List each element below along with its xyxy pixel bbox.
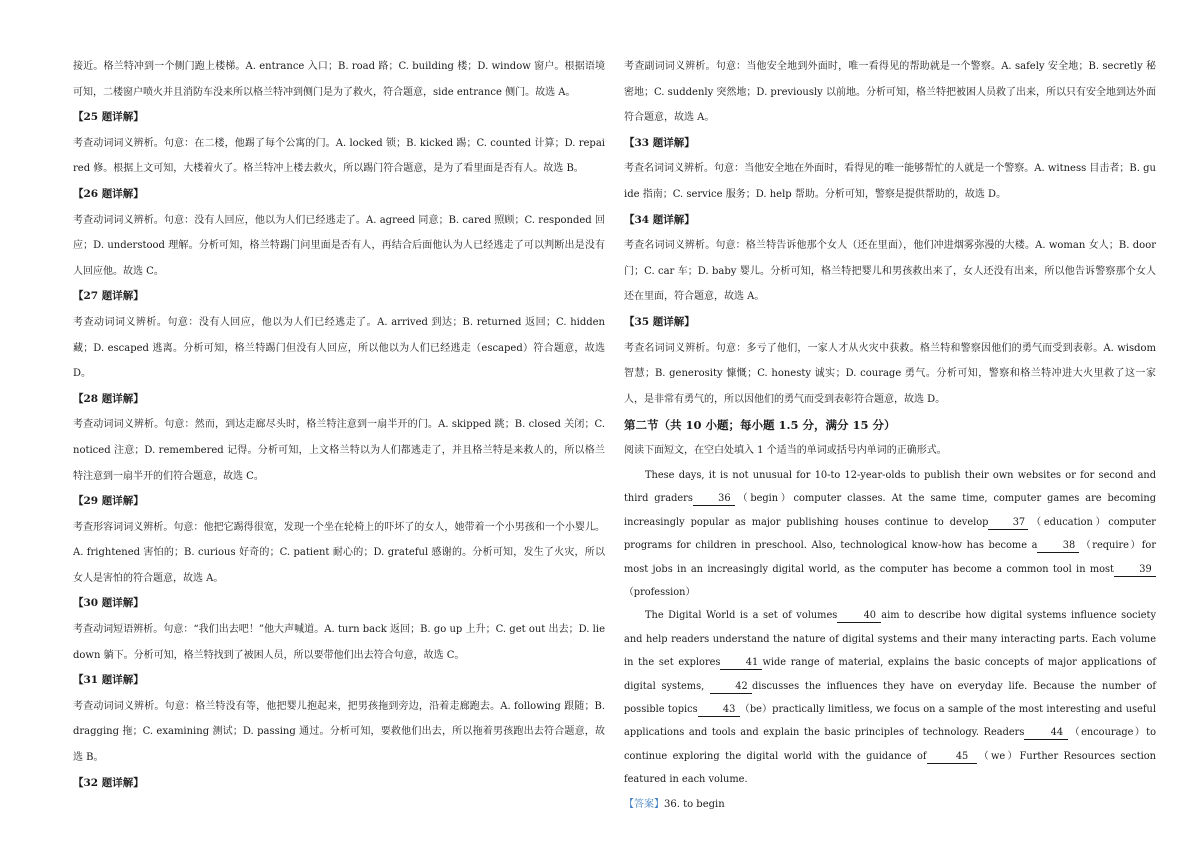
passage-paragraph-2: The Digital World is a set of volumes 40 aim to describe how digital systems influence society and help readers understand the nature of digital systems and their many interacting parts. Each volume in the set explores 41 wide range of material, explains the basic concepts of major applications of digital systems, 42 discusses the influences they have on everyday life. Because the number of possible topics 43 （be）practically limitless, we focus on a sample of the most interesting and useful applications and tools and explain the basic principles of technology. Readers 44 （encourage）to continue exploring the digital world with the guidance of 45 （we）Further Resources section featured in each volume. [624, 610, 1157, 786]
explanation-paragraph: 考查名词词义辨析。句意：格兰特告诉他那个女人（还在里面），他们冲进烟雾弥漫的大楼。A. woman 女人；B. door 门；C. car 车；D. baby 婴儿。分析可知，格兰特把婴儿和男孩救出来了，女人还没有出来，所以他告诉警察那个女人还在里面，符合题意，故选 A。 [624, 240, 1156, 303]
answer-tag: 【答案】 [624, 798, 664, 810]
explanation-paragraph: 考查动词词义辨析。句意：在二楼，他踢了每个公寓的门。A. locked 锁；B. kicked 踢；C. counted 计算；D. repaired 修。根据上文可知，大楼着火了。格兰特冲上楼去救火，所以踢门符合题意，是为了看里面是否有人。故选 B。 [73, 137, 605, 175]
blank-41[interactable]: 41 [720, 657, 762, 670]
question-heading: 【33 题详解】 [624, 136, 695, 149]
explanation-paragraph: 考查形容词词义辨析。句意：他把它踢得很宽，发现一个坐在轮椅上的吓坏了的女人，她带着一个小男孩和一个小婴儿。A. frightened 害怕的；B. curious 好奇的；C. patient 耐心的；D. grateful 感谢的。分析可知，发生了火灾，所以女人是害怕的符合题意，故选 A。 [73, 521, 605, 584]
explanation-paragraph: 考查动词词义辨析。句意：然而，到达走廊尽头时，格兰特注意到一扇半开的门。A. skipped 跳；B. closed 关闭；C. noticed 注意；D. remembered 记得。分析可知，上文格兰特以为人们都逃走了，并且格兰特是来救人的，所以格兰特注意到一扇半开的们符合题意，故选 C。 [73, 419, 605, 482]
question-heading: 【29 题详解】 [73, 495, 144, 508]
blank-44[interactable]: 44 [1024, 727, 1068, 740]
right-explanations [624, 54, 1156, 412]
explanation-paragraph: 考查动词词义辨析。句意：格兰特没有等，他把婴儿抱起来，把男孩拖到旁边，沿着走廊跑去。A. following 跟随；B. dragging 拖；C. examining 测试；D. passing 通过。分析可知，要救他们出去，所以拖着男孩跑出去符合题意，故选 B。 [73, 700, 605, 764]
answer-line [624, 792, 1156, 818]
blank-37[interactable]: 37 [988, 517, 1028, 530]
question-heading: 【25 题详解】 [73, 111, 144, 124]
explanation-paragraph: 接近。格兰特冲到一个侧门跑上楼梯。A. entrance 入口；B. road 路；C. building 楼；D. window 窗户。根据语境可知，二楼窗户喷火并且消防车没来所以格兰特冲到侧门是为了救火，符合题意，side entrance 侧门。故选 A。 [73, 61, 605, 98]
question-heading: 【35 题详解】 [624, 315, 695, 328]
passage-paragraph-1: These days, it is not unusual for 10-to 12-year-olds to publish their own websites or for second and third graders 36 （begin）computer classes. At the same time, computer games are becoming increasingly popular as major publishing houses continue to develop 37 （education）computer programs for children in preschool. Also, technological know-how has become a 38 （require）for most jobs in an increasingly digital world, as the computer has become a common tool in most 39（profession） [624, 469, 1156, 598]
section-title: 第二节（共 10 小题；每小题 1.5 分，满分 15 分） [624, 418, 896, 433]
blank-39[interactable]: 39 [1114, 564, 1156, 577]
explanation-paragraph: 考查动词词义辨析。句意：没有人回应，他以为人们已经逃走了。A. agreed 同意；B. cared 照顾；C. responded 回应；D. understood 理解。分析可知，格兰特踢门问里面是否有人，再结合后面他认为人已经逃走了可以判断出是没有人回应他。故选 C。 [73, 214, 605, 277]
explanation-paragraph: 考查名词词义辨析。句意：当他安全地在外面时，看得见的唯一能够帮忙的人就是一个警察。A. witness 目击者；B. guide 指南；C. service 服务；D. help 帮助。分析可知，警察是提供帮助的，故选 D。 [624, 163, 1156, 200]
explanation-paragraph: 考查副词词义辨析。句意：当他安全地到外面时，唯一看得见的帮助就是一个警察。A. safely 安全地；B. secretly 秘密地；C. suddenly 突然地；D. previously 以前地。分析可知，格兰特把被困人员救了出来，所以只有安全地到达外面符合题意，故选 A。 [624, 61, 1156, 124]
question-heading: 【31 题详解】 [73, 674, 144, 687]
question-heading: 【30 题详解】 [73, 597, 144, 610]
explanation-paragraph: 考查名词词义辨析。句意：多亏了他们，一家人才从火灾中获救。格兰特和警察因他们的勇气而受到表彰。A. wisdom 智慧；B. generosity 慷慨；C. honesty 诚实；D. courage 勇气。分析可知，警察和格兰特冲进大火里救了这一家人，是非常有勇气的，所以因他们的勇气而受到表彰符合题意，故选 D。 [624, 342, 1156, 405]
blank-43[interactable]: 43 [698, 704, 740, 717]
question-heading: 【26 题详解】 [73, 187, 144, 200]
blank-36[interactable]: 36 [693, 493, 735, 506]
question-heading: 【32 题详解】 [73, 776, 144, 789]
blank-45[interactable]: 45 [927, 751, 977, 764]
question-heading: 【28 题详解】 [73, 392, 144, 405]
explanation-paragraph: 考查动词词义辨析。句意：没有人回应，他以为人们已经逃走了。A. arrived 到达；B. returned 返回；C. hidden 藏；D. escaped 逃离。分析可知，格兰特踢门但没有人回应，所以他以为人们已经逃走（escaped）符合题意，故选 D。 [73, 316, 605, 380]
question-heading: 【27 题详解】 [73, 290, 144, 303]
blank-38[interactable]: 38 [1037, 540, 1079, 553]
right-column [624, 54, 1156, 818]
left-column [73, 54, 605, 796]
explanation-paragraph: 考查动词短语辨析。句意：“我们出去吧！”他大声喊道。A. turn back 返回；B. go up 上升；C. get out 出去；D. lie down 躺下。分析可知，格兰特找到了被困人员，所以要带他们出去符合句意，故选 C。 [73, 624, 605, 661]
blank-42[interactable]: 42 [710, 681, 752, 694]
answer-text: 36. to begin [664, 798, 725, 810]
section-instruction: 阅读下面短文，在空白处填入 1 个适当的单词或括号内单词的正确形式。 [624, 445, 947, 457]
blank-40[interactable]: 40 [837, 610, 881, 623]
question-heading: 【34 题详解】 [624, 213, 695, 226]
